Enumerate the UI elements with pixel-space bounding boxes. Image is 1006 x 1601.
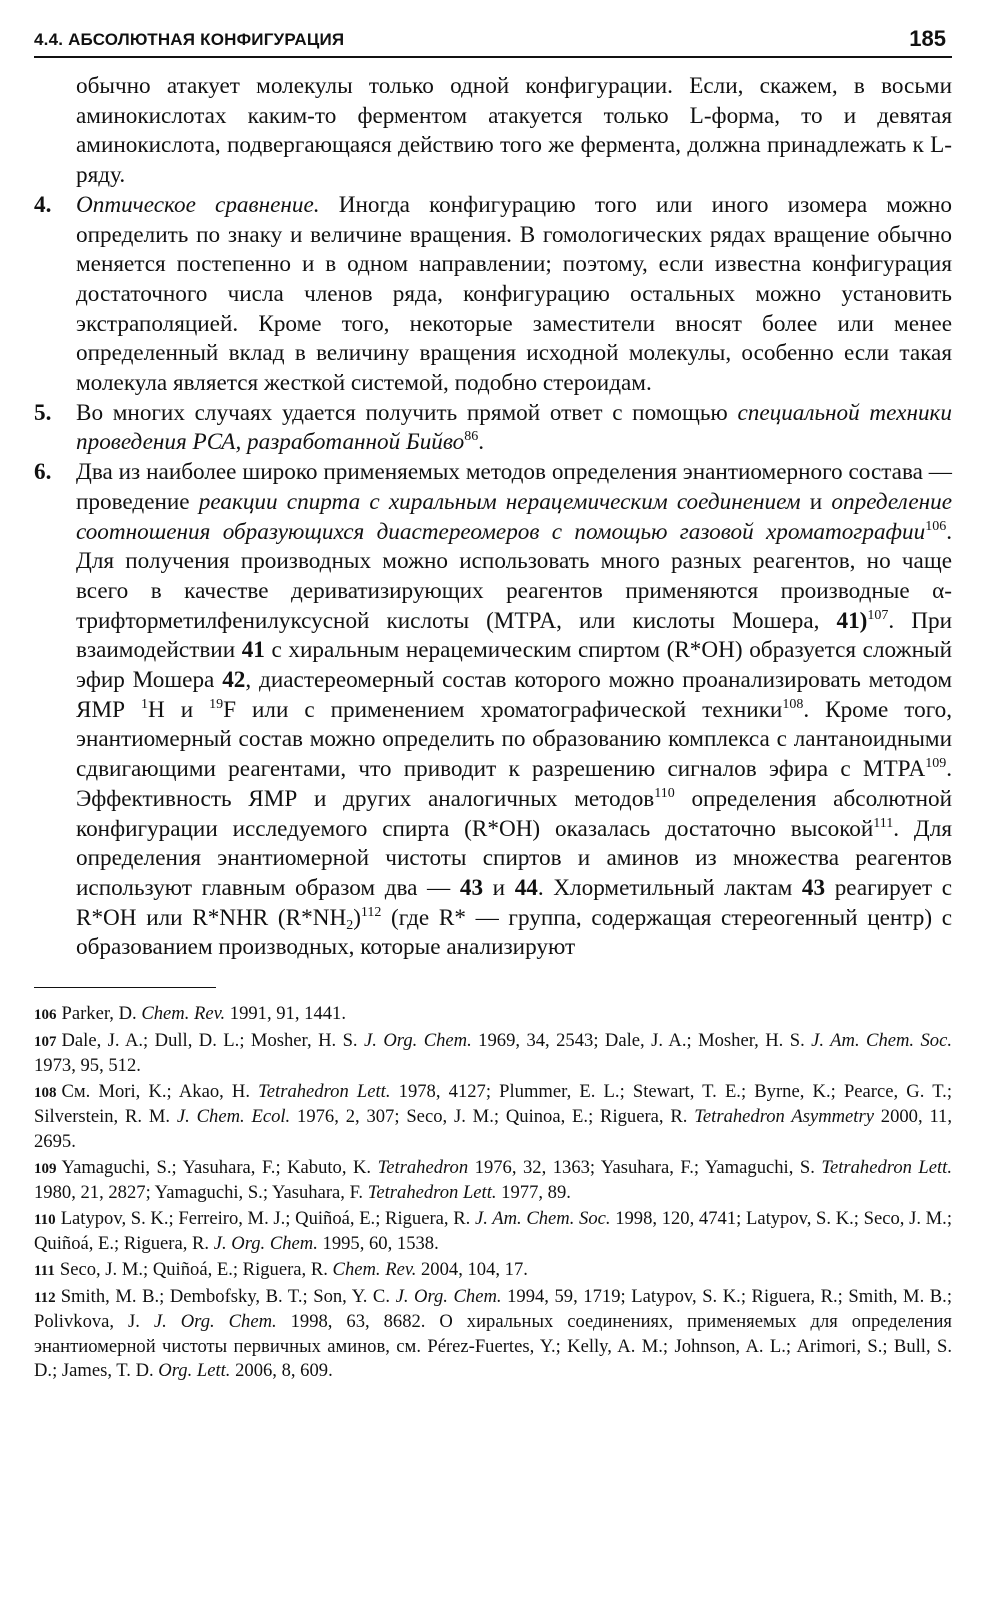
journal-name: J. Am. Chem. Soc.	[474, 1207, 611, 1229]
footnote-106	[34, 1002, 952, 1028]
item-text: . Для получения производных можно использовать много разных реагентов, но чаще всего в качестве дериватизирующих реагентов применяются производные α-трифторметилфенилуксусной кислоты (MTPA, или кислоты Мошера,	[76, 518, 952, 634]
footnote-text: 1976, 2, 307; Seco, J. M.; Quinoa, E.; Riguera, R.	[290, 1106, 695, 1128]
reference-marker: 110	[654, 785, 675, 801]
journal-name: J. Org. Chem.	[364, 1029, 472, 1051]
footnote-divider	[34, 987, 216, 988]
journal-name: J. Org. Chem.	[213, 1233, 318, 1255]
item-text: Иногда конфигурацию того или иного изомера можно определить по знаку и величине вращения. В гомологических рядах вращение обычно меняется постепенно и в одном направлении; поэтому, если известна конфигурация достаточного числа членов ряда, конфигурацию остальных можно установить экстраполяцией. Кроме того, некоторые заместители вносят более или менее определенный вклад в величину вращения исходной молекулы, особенно если такая молекула является жесткой системой, подобно стероидам.	[76, 191, 952, 397]
compound-number: 41	[241, 637, 265, 664]
footnote-text: Parker, D.	[61, 1003, 142, 1025]
reference-marker: 111	[873, 815, 894, 831]
reference-marker: 86	[464, 429, 479, 445]
item-text: . Эффективность ЯМР и других аналогичных методов	[76, 756, 952, 812]
footnote-text: 1980, 21, 2827; Yamaguchi, S.; Yasuhara, F.	[34, 1182, 368, 1204]
reference-marker: 109	[925, 756, 947, 772]
item-text: , диастереомерный состав которого можно проанализировать методом ЯМР	[76, 667, 952, 723]
item-text: . Для определения энантиомерной чистоты спиртов и аминов из множества реагентов используют главным образом два —	[76, 815, 952, 901]
footnote-text: 1973, 95, 512.	[34, 1055, 141, 1077]
item-text: H и	[147, 696, 210, 723]
footnote-112	[34, 1285, 952, 1384]
item-emphasis: реакции спирта с хиральным нерацемическим соединением	[198, 488, 801, 515]
item-text: и	[800, 488, 832, 515]
footnote-number: 107	[34, 1033, 57, 1050]
item-title: Оптическое сравнение.	[76, 191, 320, 218]
item-emphasis: определение соотношения образующихся диастереомеров с помощью газовой хроматографии	[76, 488, 952, 545]
footnote-text: 1994, 59, 1719; Latypov, S. K.; Riguera, R.; Smith, M. B.; Polivkova, J.	[34, 1285, 952, 1333]
footnote-107	[34, 1029, 952, 1079]
journal-name: Tetrahedron Lett.	[258, 1080, 391, 1102]
isotope-superscript: 19	[209, 696, 224, 712]
list-item-4	[34, 191, 952, 399]
item-emphasis: специальной техники проведения РСА, разработанной Бийво	[76, 399, 952, 456]
list-item-6	[34, 458, 952, 963]
journal-name: Tetrahedron Lett.	[821, 1156, 952, 1178]
footnote-text: См. Mori, K.; Akao, H.	[61, 1080, 259, 1102]
journal-name: J. Chem. Ecol.	[176, 1106, 291, 1128]
item-number: 4.	[34, 191, 52, 218]
book-page	[34, 22, 952, 1385]
page-number: 185	[909, 26, 946, 51]
continuation-paragraph	[34, 72, 952, 191]
footnote-text: Smith, M. B.; Dembofsky, B. T.; Son, Y. C.	[60, 1285, 396, 1307]
footnote-text: 1976, 32, 1363; Yasuhara, F.; Yamaguchi, S.	[468, 1156, 822, 1178]
reference-marker: 106	[925, 518, 947, 534]
footnote-number: 108	[34, 1084, 57, 1101]
item-text: и	[483, 874, 515, 901]
compound-number: 41)	[836, 607, 868, 634]
footnote-text: Latypov, S. K.; Ferreiro, M. J.; Quiñoá, E.; Riguera, R.	[60, 1207, 475, 1229]
footnote-text: 1969, 34, 2543; Dale, J. A.; Mosher, H. S.	[471, 1029, 812, 1051]
reference-marker: 112	[360, 904, 382, 920]
journal-name: J. Org. Chem.	[395, 1285, 502, 1307]
footnote-number: 106	[34, 1007, 57, 1024]
journal-name: Chem. Rev.	[332, 1259, 417, 1281]
reference-marker: 108	[782, 696, 804, 712]
footnotes	[34, 1002, 952, 1384]
reference-marker: 107	[867, 607, 889, 623]
item-text: )	[353, 904, 361, 931]
continuation-text: обычно атакует молекулы только одной конфигурации. Если, скажем, в восьми аминокислотах каким-то ферментом атакуется только L-форма, то и девятая аминокислота, подвергающаяся действию того же фермента, должна принадлежать к L-ряду.	[76, 73, 952, 189]
item-text: Два из наиболее широко применяемых методов определения энантиомерного состава — проведение	[76, 459, 952, 515]
running-header	[34, 22, 952, 58]
footnote-text: 1998, 120, 4741; Latypov, S. K.; Seco, J. M.; Quiñoá, E.; Riguera, R.	[34, 1207, 952, 1255]
item-text: реагирует с R*OH или R*NHR (R*NH	[76, 874, 952, 931]
item-text: определения абсолютной конфигурации исследуемого спирта (R*OH) оказалась достаточно высокой	[76, 785, 952, 842]
journal-name: Tetrahedron Asymmetry	[694, 1106, 874, 1128]
footnote-text: 1978, 4127; Plummer, E. L.; Stewart, T. E.; Byrne, K.; Pearce, G. T.; Silverstein, R. M.	[34, 1080, 952, 1128]
item-text: Во многих случаях удается получить прямой ответ с помощью	[76, 399, 738, 426]
item-text: . Кроме того, энантиомерный состав можно определить по образованию комплекса с лантаноидными сдвигающими реагентами, что приводит к разрешению сигналов эфира с MTPA	[76, 696, 953, 783]
footnote-text: 1995, 60, 1538.	[317, 1233, 439, 1255]
item-number: 6.	[34, 459, 52, 486]
section-title: 4.4. АБСОЛЮТНАЯ КОНФИГУРАЦИЯ	[34, 30, 345, 49]
footnote-text: 2006, 8, 609.	[230, 1360, 333, 1382]
item-text-end: .	[478, 429, 485, 456]
journal-name: Chem. Rev.	[141, 1003, 226, 1025]
footnote-text: Yamaguchi, S.; Yasuhara, F.; Kabuto, K.	[61, 1156, 378, 1178]
footnote-text: 1991, 91, 1441.	[225, 1003, 346, 1025]
footnote-number: 112	[34, 1289, 56, 1306]
journal-name: J. Org. Chem.	[153, 1311, 277, 1333]
item-text: (где R* — группа, содержащая стереогенный центр) с образованием производных, которые анализируют	[76, 904, 952, 961]
main-text	[34, 72, 952, 963]
footnote-text: Dale, J. A.; Dull, D. L.; Mosher, H. S.	[61, 1029, 365, 1051]
footnote-number: 111	[34, 1263, 55, 1280]
footnote-text: 2000, 11, 2695.	[34, 1106, 952, 1153]
footnote-text: 1998, 63, 8682. О хиральных соединениях, применяемых для определения энантиомерной чистоты первичных аминов, см. Pérez-Fuertes, Y.; Kelly, A. M.; Johnson, A. L.; Arimori, S.; Bull, S. D.; James, T. D.	[34, 1311, 952, 1382]
item-number: 5.	[34, 399, 52, 426]
item-text: . При взаимодействии	[76, 607, 952, 664]
footnote-text: 1977, 89.	[496, 1182, 571, 1204]
footnote-number: 109	[34, 1160, 57, 1177]
compound-number: 44	[514, 874, 538, 901]
footnote-108	[34, 1080, 952, 1155]
journal-name: J. Am. Chem. Soc.	[811, 1029, 953, 1051]
list-item-5	[34, 399, 952, 458]
footnote-110	[34, 1207, 952, 1257]
isotope-superscript: 1	[140, 696, 148, 712]
journal-name: Tetrahedron	[377, 1156, 469, 1178]
item-text: с хиральным нерацемическим спиртом (R*OH) образуется сложный эфир Мошера	[76, 637, 952, 694]
footnote-111	[34, 1258, 952, 1284]
subscript: 2	[346, 917, 354, 933]
journal-name: Tetrahedron Lett.	[367, 1182, 497, 1204]
footnote-number: 110	[34, 1211, 56, 1228]
item-text: F или с применением хроматографической техники	[223, 696, 783, 723]
item-text: . Хлорметильный лактам	[537, 874, 802, 901]
footnote-text: 2004, 104, 17.	[416, 1259, 528, 1281]
footnote-109	[34, 1156, 952, 1206]
footnote-text: Seco, J. M.; Quiñoá, E.; Riguera, R.	[59, 1259, 333, 1281]
compound-number: 43	[801, 874, 826, 901]
compound-number: 42	[222, 667, 246, 694]
journal-name: Org. Lett.	[158, 1360, 231, 1382]
compound-number: 43	[459, 874, 484, 901]
